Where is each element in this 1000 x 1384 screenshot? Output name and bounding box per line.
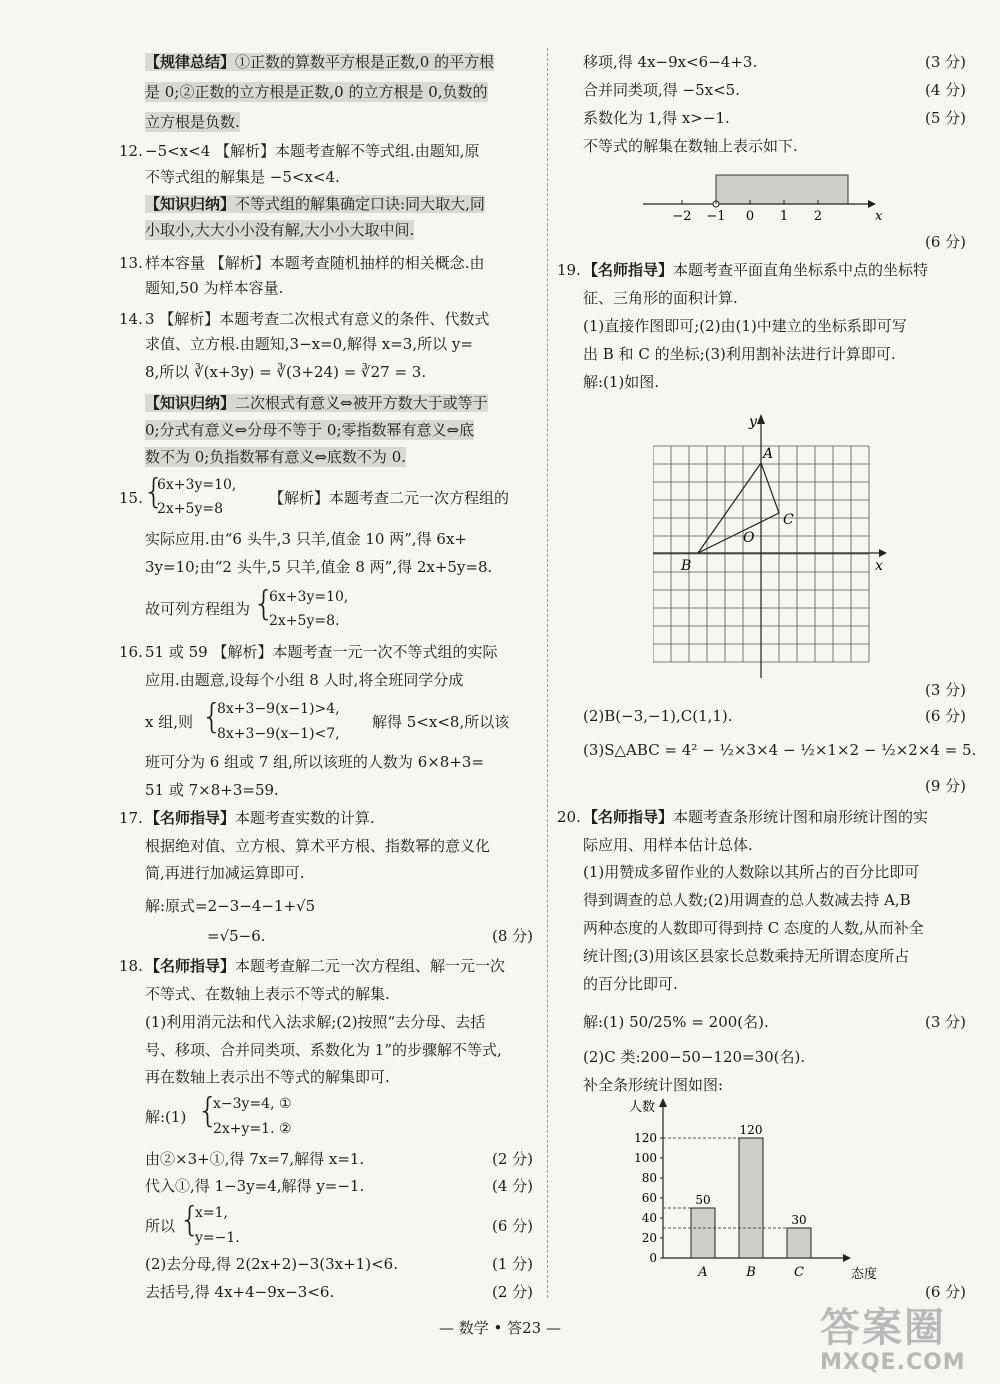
q19-score-2: (6 分)	[924, 707, 966, 725]
number-line-arrow	[868, 200, 876, 208]
q14-knowledge-3: 数不为 0;负指数幂有意义⇔底数不为 0.	[145, 448, 407, 466]
q18-eq-4: y=−1.	[195, 1230, 240, 1246]
q20-line-3: (1)用赞成多留作业的人数除以其所占的百分比即可	[583, 863, 920, 881]
q20-score-1: (3 分)	[924, 1013, 966, 1031]
point-a-label: A	[763, 446, 774, 462]
r-line-3: 系数化为 1,得 x>−1.	[583, 109, 730, 127]
q16-brace: {	[201, 697, 223, 737]
q18-step-5-score: (2 分)	[491, 1283, 533, 1301]
q19-line-3: (1)直接作图即可;(2)由(1)中建立的坐标系即可写	[583, 317, 907, 335]
chart-y-tick-label: 120	[634, 1131, 657, 1145]
number-line-tick-label: 1	[779, 209, 789, 224]
q20-score-end: (6 分)	[924, 1283, 966, 1301]
number-line-tick-label: −1	[706, 209, 726, 224]
q16-line-3a: x 组,则	[145, 713, 193, 731]
q18-step-2-score: (4 分)	[491, 1177, 533, 1195]
q18-eq-1: x−3y=4, ①	[213, 1096, 292, 1112]
rule-line-2: 是 0;②正数的立方根是正数,0 的立方根是 0,负数的	[145, 83, 488, 101]
rule-line-3: 立方根是负数.	[145, 113, 240, 131]
q15-line-3: 3y=10;由“2 头牛,5 只羊,值金 8 两”,得 2x+5y=8.	[145, 558, 493, 576]
number-line-tick-label: −2	[672, 209, 692, 224]
q20-line-4: 得到调查的总人数;(2)用调查的总人数减去持 A,B	[583, 891, 911, 909]
q20-line-5: 两种态度的人数即可得到持 C 态度的人数,从而补全	[583, 919, 924, 937]
q16-line-5: 51 或 7×8+3=59.	[145, 781, 279, 799]
r-line-1-score: (3 分)	[924, 53, 966, 71]
q18-step-2: 代入①,得 1−3y=4,解得 y=−1.	[145, 1177, 365, 1195]
q18-step-4-score: (1 分)	[491, 1255, 533, 1273]
q15-eq-3: 6x+3y=10,	[269, 589, 349, 605]
q16-number: 16.	[119, 643, 143, 661]
q19-score-1: (3 分)	[924, 681, 966, 699]
q18-brace-2: {	[179, 1200, 201, 1240]
bar-chart	[623, 1095, 893, 1285]
q18-step-1-score: (2 分)	[491, 1150, 533, 1168]
x-axis-arrow	[879, 549, 887, 557]
q19-line-2: 征、三角形的面积计算.	[583, 289, 738, 307]
q16-eq-1: 8x+3−9(x−1)>4,	[217, 701, 340, 717]
q19-step-2: (2)B(−3,−1),C(1,1).	[583, 707, 733, 725]
q17-solution-2: =√5−6.	[207, 927, 266, 945]
q15-brace-2: {	[253, 584, 275, 624]
chart-data-label: 50	[695, 1193, 711, 1207]
q12-line-2: 不等式组的解集是 −5<x<4.	[145, 168, 340, 186]
number-line-axis-label: x	[875, 209, 883, 224]
chart-y-tick-label: 20	[641, 1231, 657, 1245]
q18-line-3: (1)利用消元法和代入法求解;(2)按照“去分母、去括	[145, 1013, 486, 1031]
q18-solution: 解:(1)	[145, 1108, 187, 1126]
chart-x-arrow	[843, 1254, 851, 1262]
page-footer: — 数学 • 答23 —	[438, 1319, 561, 1337]
point-b-label: B	[681, 558, 692, 574]
q20-line-2: 际应用、用样本估计总体.	[583, 836, 753, 854]
q20-step-2: (2)C 类:200−50−120=30(名).	[583, 1048, 806, 1066]
q12-number: 12.	[119, 142, 143, 160]
q14-number: 14.	[119, 310, 143, 328]
q12-knowledge-2: 小取小,大大小小没有解,大小小大取中间.	[145, 221, 415, 239]
q18-step-3-score: (6 分)	[491, 1217, 533, 1235]
q17-line-1: 【名师指导】本题考查实数的计算.	[145, 809, 375, 827]
q12-knowledge-1: 【知识归纳】不等式组的解集确定口诀:同大取大,同	[145, 195, 485, 213]
q17-score: (8 分)	[491, 927, 533, 945]
q14-knowledge-2: 0;分式有意义⇔分母不等于 0;零指数幂有意义⇔底	[145, 421, 475, 439]
q15-brace: {	[143, 472, 165, 512]
origin-label: O	[743, 530, 755, 546]
q19-line-4: 出 B 和 C 的坐标;(3)利用割补法进行计算即可.	[583, 345, 896, 363]
q17-solution: 解:原式=2−3−4−1+√5	[145, 897, 316, 915]
q15-line-2: 实际应用.由“6 头牛,3 只羊,值金 10 两”,得 6x+	[145, 530, 467, 548]
r-line-4: 不等式的解集在数轴上表示如下.	[583, 137, 798, 155]
q13-line-2: 题知,50 为样本容量.	[145, 279, 284, 297]
r-line-5-score: (6 分)	[924, 233, 966, 251]
q20-number: 20.	[557, 808, 581, 826]
q15-after: 【解析】本题考查二元一次方程组的	[269, 489, 510, 507]
q18-number: 18.	[119, 957, 143, 975]
chart-category-label: C	[794, 1265, 804, 1280]
q13-line-1: 样本容量 【解析】本题考查随机抽样的相关概念.由	[145, 254, 485, 272]
q19-line-1: 【名师指导】本题考查平面直角坐标系中点的坐标特	[583, 261, 929, 279]
chart-x-label: 态度	[851, 1267, 878, 1282]
q14-line-2: 求值、立方根.由题知,3−x=0,解得 x=3,所以 y=	[145, 335, 473, 353]
r-line-3-score: (5 分)	[924, 109, 966, 127]
column-divider	[547, 48, 548, 1298]
q20-step-1: 解:(1) 50/25% = 200(名).	[583, 1013, 769, 1031]
chart-data-label: 30	[791, 1213, 807, 1227]
q20-step-3: 补全条形统计图如图:	[583, 1076, 724, 1094]
q18-brace: {	[197, 1091, 219, 1131]
q15-eq-1: 6x+3y=10,	[157, 477, 237, 493]
q19-line-5: 解:(1)如图.	[583, 373, 660, 391]
y-axis-arrow	[757, 414, 765, 424]
q20-line-7: 的百分比即可.	[583, 975, 678, 993]
q18-line-5: 再在数轴上表示出不等式的解集即可.	[145, 1068, 390, 1086]
chart-bar	[787, 1228, 811, 1258]
q18-step-4: (2)去分母,得 2(2x+2)−3(3x+1)<6.	[145, 1255, 398, 1273]
q15-eq-4: 2x+5y=8.	[269, 613, 340, 629]
number-line-tick-label: 2	[813, 209, 823, 224]
q16-line-3b: 解得 5<x<8,所以该	[372, 713, 510, 731]
chart-y-tick-label: 80	[641, 1171, 657, 1185]
solution-region	[716, 175, 848, 204]
q16-line-4: 班可分为 6 组或 7 组,所以该班的人数为 6×8+3=	[145, 753, 485, 771]
watermark-text-1: 答案圈	[820, 1305, 946, 1351]
chart-y-arrow	[659, 1098, 667, 1107]
q14-line-3: 8,所以 ∛(x+3y) = ∛(3+24) = ∛27 = 3.	[145, 363, 427, 381]
q18-step-3: 所以	[145, 1217, 176, 1235]
q19-number: 19.	[557, 261, 581, 279]
grid-x-label: x	[875, 558, 883, 574]
q15-eq-2: 2x+5y=8	[157, 501, 223, 517]
q15-number: 15.	[119, 489, 143, 507]
r-line-2: 合并同类项,得 −5x<5.	[583, 81, 740, 99]
q14-line-1: 3 【解析】本题考查二次根式有意义的条件、代数式	[145, 310, 490, 328]
chart-y-label: 人数	[629, 1100, 656, 1115]
q18-eq-2: 2x+y=1. ②	[213, 1121, 292, 1137]
r-line-1: 移项,得 4x−9x<6−4+3.	[583, 53, 758, 71]
q17-number: 17.	[119, 809, 143, 827]
watermark-logo	[820, 1305, 995, 1380]
chart-category-label: B	[746, 1265, 756, 1280]
q18-step-1: 由②×3+①,得 7x=7,解得 x=1.	[145, 1150, 365, 1168]
watermark-text-2: MXQE.COM	[820, 1350, 966, 1375]
grid-y-label: y	[749, 414, 757, 430]
q20-line-1: 【名师指导】本题考查条形统计图和扇形统计图的实	[583, 808, 929, 826]
r-line-2-score: (4 分)	[924, 81, 966, 99]
q14-knowledge-1: 【知识归纳】二次根式有意义⇔被开方数大于或等于	[145, 394, 488, 412]
chart-category-label: A	[698, 1265, 708, 1280]
coordinate-grid	[653, 410, 893, 695]
q18-step-5: 去括号,得 4x+4−9x−3<6.	[145, 1283, 335, 1301]
q19-score-3: (9 分)	[924, 777, 966, 795]
q18-line-1: 【名师指导】本题考查解二元一次方程组、解一元一次	[145, 957, 506, 975]
number-line-tick-label: 0	[745, 209, 755, 224]
q16-line-1: 51 或 59 【解析】本题考查一元一次不等式组的实际	[145, 643, 498, 661]
triangle-abc	[698, 463, 779, 553]
q12-line-1: −5<x<4 【解析】本题考查解不等式组.由题知,原	[145, 142, 480, 160]
q17-line-3: 简,再进行加减运算即可.	[145, 864, 305, 882]
q18-line-4: 号、移项、合并同类项、系数化为 1”的步骤解不等式,	[145, 1041, 502, 1059]
q19-step-3: (3)S△ABC = 4² − ½×3×4 − ½×1×2 − ½×2×4 = 5.	[583, 741, 977, 759]
q18-line-2: 不等式、在数轴上表示不等式的解集.	[145, 985, 390, 1003]
chart-bar	[739, 1138, 763, 1258]
chart-bar	[691, 1208, 715, 1258]
chart-data-label: 120	[739, 1123, 763, 1137]
rule-line-1: 【规律总结】①正数的算数平方根是正数,0 的平方根	[145, 53, 495, 71]
q17-line-2: 根据绝对值、立方根、算术平方根、指数幂的意义化	[145, 837, 491, 855]
q20-line-6: 统计图;(3)用该区县家长总数乘持无所谓态度所占	[583, 947, 910, 965]
chart-y-tick-label: 0	[649, 1251, 657, 1265]
chart-y-tick-label: 60	[641, 1191, 657, 1205]
chart-y-tick-label: 40	[641, 1211, 657, 1225]
q16-line-2: 应用.由题意,设每个小组 8 人时,将全班同学分成	[145, 671, 464, 689]
point-c-label: C	[783, 512, 794, 528]
q15-line-4: 故可列方程组为	[145, 600, 251, 618]
number-line	[643, 166, 883, 224]
chart-y-tick-label: 100	[634, 1151, 657, 1165]
q16-eq-2: 8x+3−9(x−1)<7,	[217, 726, 340, 742]
q18-eq-3: x=1,	[195, 1205, 228, 1221]
q13-number: 13.	[119, 254, 143, 272]
